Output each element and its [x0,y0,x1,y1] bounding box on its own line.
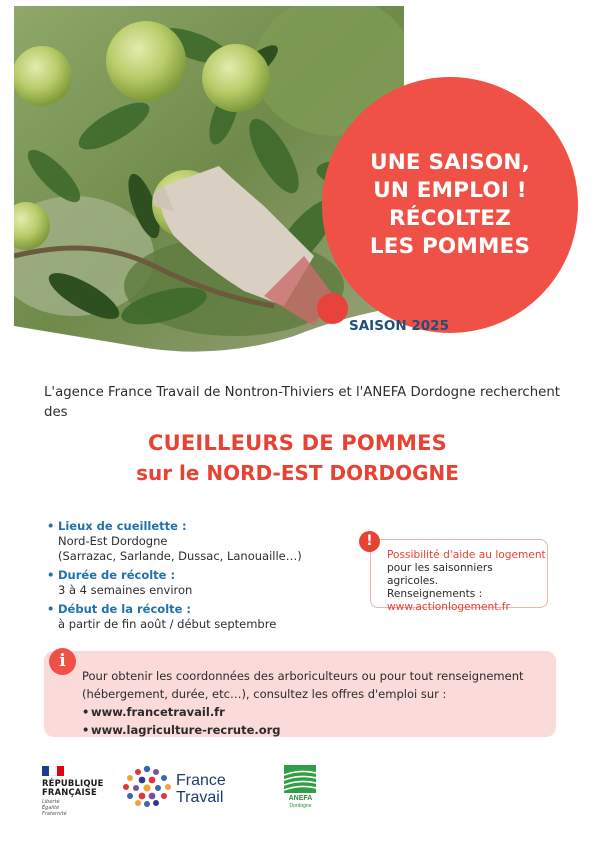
detail-item-locations [47,519,347,564]
decorative-red-dot [317,293,348,324]
france-travail-wordmark [176,772,226,806]
housing-link[interactable]: www.actionlogement.fr [387,601,510,613]
exclamation-icon: ! [359,531,380,552]
info-box [44,651,556,737]
info-text-line-1: Pour obtenir les coordonnées des arboriculteurs ou pour tout renseignement [82,669,524,683]
rf-motto-1: Liberté [42,799,60,805]
rf-motto [42,799,122,817]
slogan-badge [322,77,578,333]
job-details-list [47,519,347,636]
france-travail-logo [120,765,174,811]
francetravail-link[interactable]: • www.francetravail.fr [82,703,556,721]
detail-value: à partir de fin août / début septembre [58,617,277,631]
detail-item-duration [47,568,347,598]
housing-aid-box [370,539,548,613]
main-headline [0,428,595,488]
slogan-line-4: LES POMMES [369,234,531,259]
housing-info-label: Renseignements : [387,588,483,600]
anefa-wordmark: ANEFA [288,795,313,802]
republique-francaise-logo [42,766,122,817]
detail-title: • Lieux de cueillette : [47,519,347,534]
headline-region: NORD-EST DORDOGNE [206,461,459,485]
slogan-line-3: RÉCOLTEZ [389,206,511,231]
rf-motto-2: Égalité [42,805,60,811]
rf-motto-3: Fraternité [42,811,67,817]
headline-prefix: sur le [136,461,207,485]
detail-value: (Sarrazac, Sarlande, Dussac, Lanouaille…) [58,549,302,563]
headline-line-2 [0,458,595,488]
rf-name-line-2: FRANÇAISE [42,787,97,797]
detail-title: • Début de la récolte : [47,602,347,617]
french-flag-icon [42,766,64,776]
housing-target-text: pour les saisonniers agricoles. [387,562,493,587]
intro-text: L'agence France Travail de Nontron-Thiviers et l'ANEFA Dordogne recherchent des [44,385,560,420]
france-travail-dots-icon [120,765,174,807]
ft-word-2: Travail [176,789,224,806]
ft-word-1: France [176,772,226,789]
info-icon: i [49,648,76,675]
slogan-line-2: UN EMPLOI ! [373,178,527,203]
detail-value: 3 à 4 semaines environ [58,583,193,597]
headline-line-1: CUEILLEURS DE POMMES [148,431,447,455]
slogan-line-1: UNE SAISON, [370,150,530,175]
anefa-logo [284,765,317,809]
housing-aid-text: Possibilité d'aide au logement [387,549,546,561]
info-text-line-2: (hébergement, durée, etc…), consultez les offres d'emploi sur : [82,687,447,701]
detail-value: Nord-Est Dordogne [58,534,168,548]
agriculture-recrute-link[interactable]: • www.lagriculture-recrute.org [82,721,556,739]
season-label: SAISON 2025 [349,318,449,334]
anefa-subtitle: Dordogne [289,803,312,809]
detail-title: • Durée de récolte : [47,568,347,583]
rf-name-line-1: RÉPUBLIQUE [42,778,104,788]
anefa-field-icon [284,765,316,793]
detail-item-start [47,602,347,632]
